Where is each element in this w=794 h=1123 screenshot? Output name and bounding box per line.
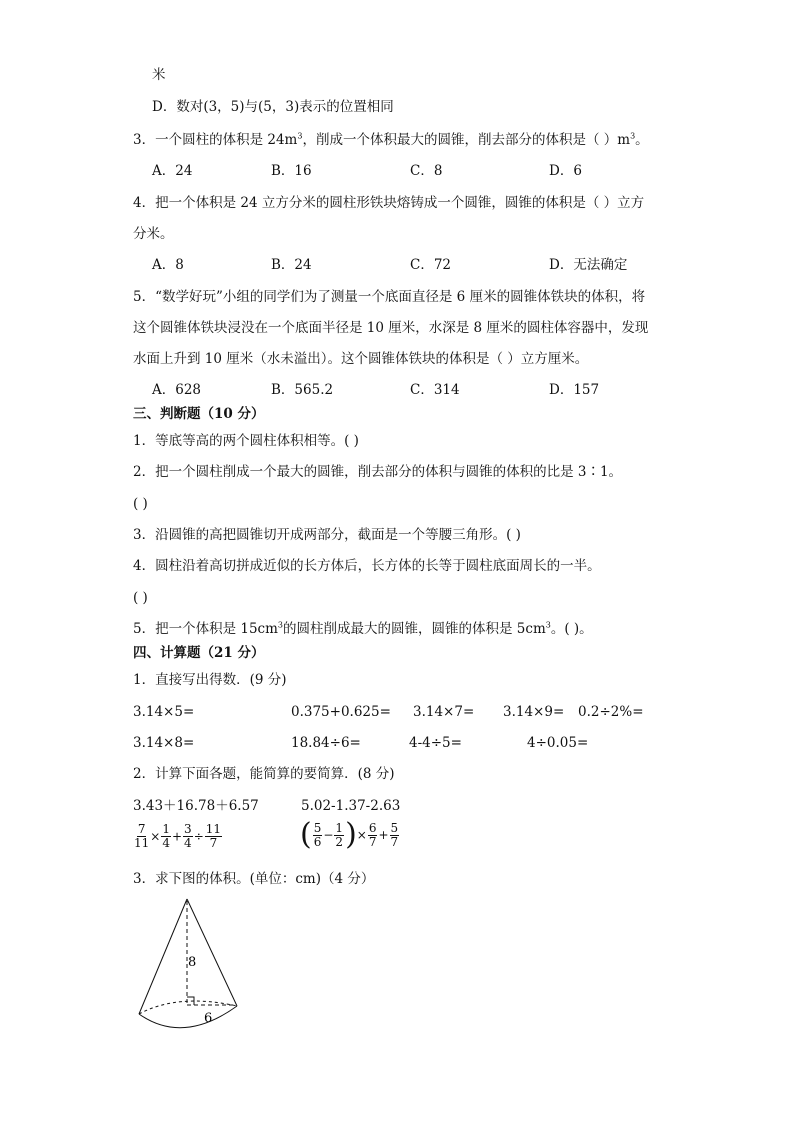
judge-4: 4．圆柱沿着高切拼成近似的长方体后，长方体的长等于圆柱底面周长的一半。 <box>133 558 601 574</box>
q3-option-d: D．6 <box>549 163 582 179</box>
expression-1: 3.43＋16.78＋6.57 <box>133 798 259 814</box>
question-4-line1: 4．把一个体积是 24 立方分米的圆柱形铁块熔铸成一个圆锥，圆锥的体积是（ ）立方 <box>133 195 645 211</box>
calc-2-title: 2．计算下面各题，能简算的要简算．(8 分) <box>133 766 395 782</box>
calc-item: 3.14×7= <box>413 704 475 720</box>
q3-option-a: A．24 <box>152 163 193 179</box>
judge-1: 1．等底等高的两个圆柱体积相等。( ) <box>133 433 359 449</box>
q5-option-a: A．628 <box>152 382 202 398</box>
question-5-line2: 这个圆锥体铁块浸没在一个底面半径是 10 厘米，水深是 8 厘米的圆柱体容器中，发现 <box>133 320 649 336</box>
calc-item: 0.2÷2%= <box>578 704 644 720</box>
calc-item: 3.14×5= <box>133 704 195 720</box>
q5-option-b: B．565.2 <box>271 382 334 398</box>
fraction-expression-1: $\frac{7}{11}$ × $\frac{1}{4}$ + $\frac{3}{4}$ ÷ $\frac{11}{7}$ <box>134 822 222 850</box>
q4-option-d: D．无法确定 <box>549 257 628 273</box>
option-d-q2: D．数对(3，5)与(5，3)表示的位置相同 <box>152 99 394 115</box>
calc-item: 0.375+0.625= <box>291 704 391 720</box>
calc-item: 3.14×9= <box>503 704 565 720</box>
judge-3: 3．沿圆锥的高把圆锥切开成两部分，截面是一个等腰三角形。( ) <box>133 527 521 543</box>
q5-option-d: D．157 <box>549 382 600 398</box>
height-label: 8 <box>188 955 197 970</box>
judge-2-answer: ( ) <box>133 496 148 512</box>
question-3: 3．一个圆柱的体积是 $24m^3$，削成一个体积最大的圆锥，削去部分的体积是（ ）$m^3$。 <box>133 131 649 148</box>
expression-2: 5.02-1.37-2.63 <box>301 798 401 814</box>
q4-option-b: B．24 <box>271 257 312 273</box>
calc-item: 18.84÷6= <box>291 735 361 751</box>
cone-side-left <box>139 899 187 1014</box>
cone-figure <box>128 893 248 1041</box>
cone-base-front <box>139 1006 237 1028</box>
section-3-heading: 三、判断题（10 分） <box>133 406 265 422</box>
q4-option-c: C．72 <box>410 257 452 273</box>
q4-option-a: A．8 <box>152 257 184 273</box>
q3-option-c: C．8 <box>410 163 443 179</box>
calc-item: 3.14×8= <box>133 735 195 751</box>
calc-item: 4-4÷5= <box>409 735 462 751</box>
judge-5: 5．把一个体积是 $15cm^3$的圆柱削成最大的圆锥，圆锥的体积是 $5cm^3$。( )。 <box>133 620 593 637</box>
question-5-line1: 5．“数学好玩”小组的同学们为了测量一个底面直径是 6 厘米的圆锥体铁块的体积，将 <box>133 289 646 305</box>
line-continuation: 米 <box>152 67 166 83</box>
question-5-line3: 水面上升到 10 厘米（水未溢出）。这个圆锥体铁块的体积是（ ）立方厘米。 <box>133 351 589 367</box>
calc-item: 4÷0.05= <box>527 735 589 751</box>
fraction-expression-2: ( $\frac{5}{6}$ − $\frac{1}{2}$ )× $\frac{6}{7}$ + $\frac{5}{7}$ <box>300 817 399 852</box>
judge-2: 2．把一个圆柱削成一个最大的圆锥，削去部分的体积与圆锥的体积的比是 3∶1。 <box>133 464 623 480</box>
calc-3-title: 3．求下图的体积。(单位：cm)（4 分） <box>133 871 375 887</box>
question-4-line2: 分米。 <box>133 226 174 242</box>
section-4-heading: 四、计算题（21 分） <box>133 645 265 661</box>
radius-label: 6 <box>204 1011 213 1026</box>
cone-base-back <box>139 1001 237 1014</box>
judge-4-answer: ( ) <box>133 590 148 606</box>
cone-side-right <box>187 899 237 1006</box>
q5-option-c: C．314 <box>410 382 460 398</box>
calc-1-title: 1．直接写出得数．(9 分) <box>133 672 287 688</box>
q3-option-b: B．16 <box>271 163 312 179</box>
